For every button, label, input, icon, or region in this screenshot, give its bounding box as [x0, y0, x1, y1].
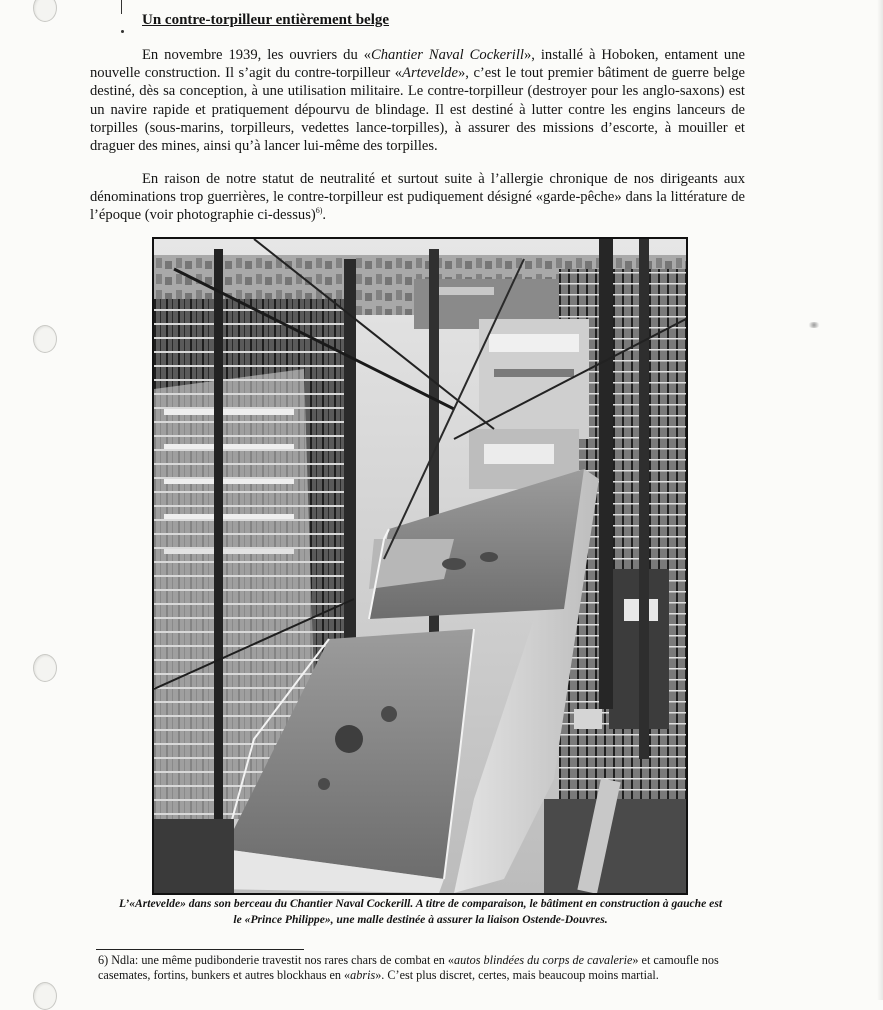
scan-mark — [121, 0, 122, 14]
scan-speck — [807, 322, 821, 328]
paragraph-2-text: En raison de notre statut de neutralité et surtout suite à l’allergie chronique de nos dirigeants aux dénominations trop guerrières, le contre-torpilleur est pudiquement désigné «garde-pêche» dans la littérature de l’époque (voir photographie ci-dessus) — [90, 171, 745, 224]
paragraph-1-text: », installé à Hoboken, entament une nouvelle construction. Il s’agit du contre-torpilleur « — [90, 47, 745, 82]
footnote-reference: 6) — [315, 206, 323, 216]
caption-text: . A titre de comparaison, le bâtiment en construction à gauche est le «Prince Philippe», une malle destinée à assurer la liaison Ostende-Douvres. — [233, 897, 723, 926]
punch-hole — [33, 0, 57, 22]
caption-shipyard: Chantier Naval Cockerill — [289, 897, 411, 910]
footnote-term: autos blindées du corps de cavalerie — [454, 953, 633, 967]
punch-hole — [33, 654, 57, 682]
footnote-text: ». C’est plus discret, certes, mais beaucoup moins martial. — [375, 968, 659, 983]
scan-mark — [121, 30, 124, 33]
paragraph-1-text: En novembre 1939, les ouvriers du « — [142, 47, 372, 63]
footnote-text: 6) Ndla: une même pudibonderie travestit nos rares chars de combat en « — [98, 953, 455, 967]
ship-name: Artevelde — [402, 65, 458, 82]
paragraph-1-text: », c’est le tout premier bâtiment de guerre belge destiné, dès sa conception, à une utilisation militaire. Le contre-torpilleur (destroyer pour les anglo-saxons) est un navire rapide et pratiquement dépourvu de blindage. Il est destiné à lutter contre les engins lanceurs de torpilles (sous-marins, torpilleurs, vedettes lance-torpilles), à assurer des missions d’escorte, à mouiller et draguer des mines, ainsi qu’à lancer lui-même des torpilles. — [90, 65, 745, 155]
footnote-divider — [96, 949, 304, 950]
paragraph-1 — [90, 46, 745, 155]
footnote-text: » et camoufle nos casemates, fortins, bunkers et autres blockhaus en « — [98, 953, 719, 983]
paragraph-2-end: . — [322, 207, 327, 224]
page-edge-shadow — [877, 0, 883, 1000]
ship-construction-image — [154, 239, 686, 893]
photo-caption — [118, 896, 723, 928]
section-heading: Un contre-torpilleur entièrement belge — [142, 12, 390, 28]
shipyard-name: Chantier Naval Cockerill — [371, 47, 524, 63]
footnote-term: abris — [350, 968, 376, 983]
punch-hole — [33, 325, 57, 353]
paragraph-2 — [90, 170, 745, 225]
footnote — [98, 953, 758, 984]
punch-hole — [33, 982, 57, 1010]
caption-text: L’«Artevelde» dans son berceau du — [118, 897, 290, 910]
shipyard-photo — [152, 237, 688, 895]
